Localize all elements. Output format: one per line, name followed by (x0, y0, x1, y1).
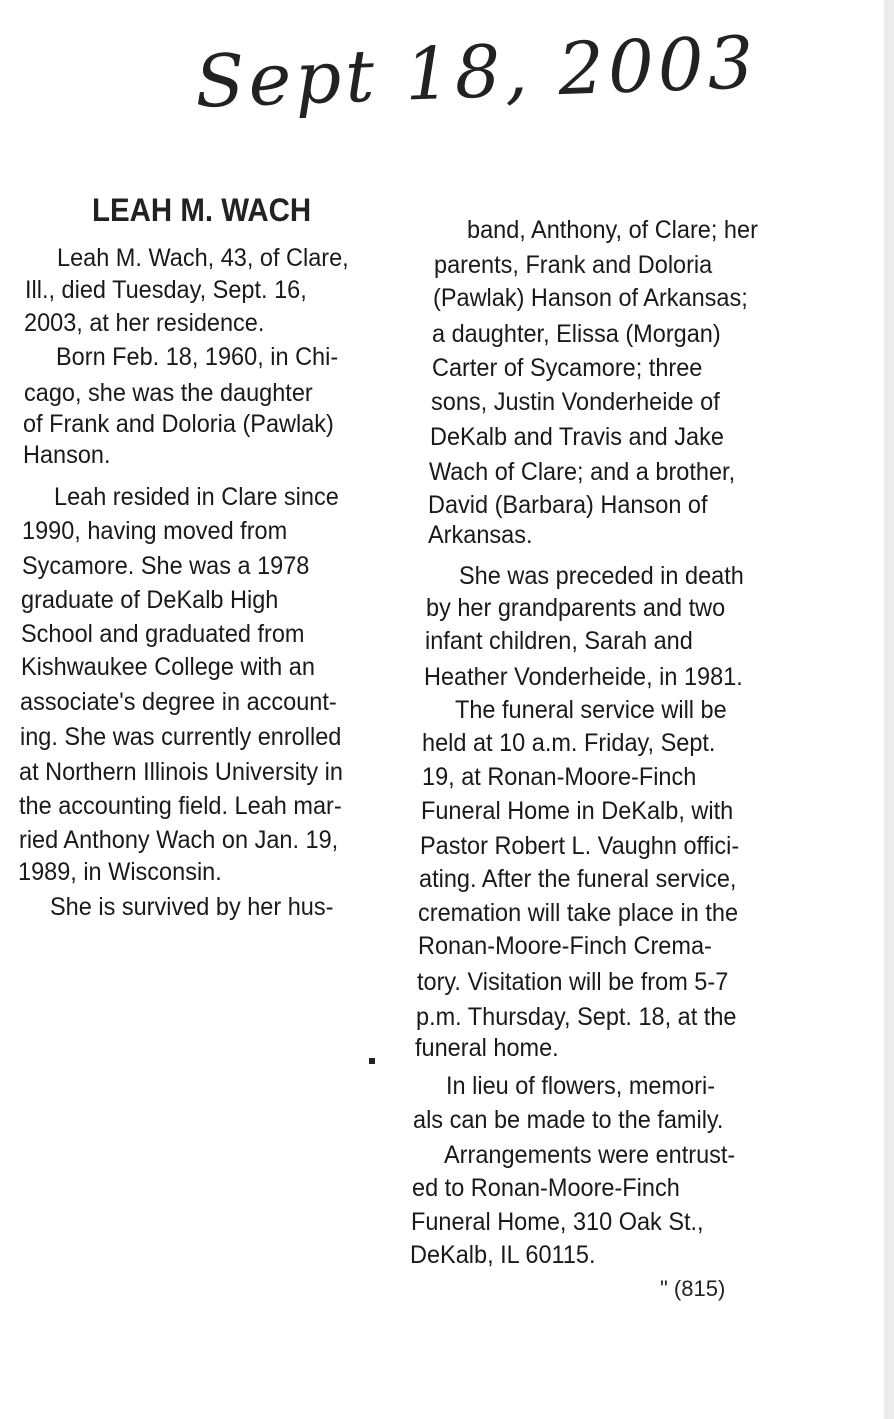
obituary-headline: LEAH M. WACH (92, 192, 312, 228)
text-line: Carter of Sycamore; three (431, 354, 702, 382)
text-line: She was preceded in death (458, 562, 744, 590)
text-line: Hanson. (22, 441, 111, 469)
text-line: 19, at Ronan-Moore-Finch (421, 763, 696, 791)
text-line: 1990, having moved from (22, 517, 288, 545)
text-line: Sycamore. She was a 1978 (21, 552, 310, 580)
text-line: Wach of Clare; and a brother, (429, 458, 736, 486)
text-line: DeKalb, IL 60115. (410, 1241, 596, 1269)
text-line: band, Anthony, of Clare; her (467, 216, 758, 244)
text-line: parents, Frank and Doloria (434, 251, 713, 279)
text-line: Funeral Home in DeKalb, with (420, 797, 733, 825)
text-line: She is survived by her hus- (50, 893, 334, 921)
text-line: Ronan-Moore-Finch Crema- (417, 932, 712, 960)
text-line: tory. Visitation will be from 5-7 (416, 968, 728, 996)
text-line: of Frank and Doloria (Pawlak) (23, 410, 335, 438)
handwritten-date: Sept 18, 2003 (193, 20, 759, 124)
scan-edge (884, 0, 894, 1419)
text-line: associate's degree in account- (20, 688, 337, 716)
text-line: Born Feb. 18, 1960, in Chi- (55, 343, 339, 371)
text-line: als can be made to the family. (413, 1106, 724, 1134)
text-line: Heather Vonderheide, in 1981. (424, 663, 743, 691)
text-line: funeral home. (415, 1034, 559, 1062)
text-line: infant children, Sarah and (424, 627, 693, 655)
text-line: Leah M. Wach, 43, of Clare, (57, 244, 349, 272)
text-line: ried Anthony Wach on Jan. 19, (18, 826, 338, 854)
text-line: Kishwaukee College with an (20, 653, 315, 681)
text-line: p.m. Thursday, Sept. 18, at the (415, 1003, 737, 1031)
text-line: cremation will take place in the (418, 899, 739, 927)
text-line: The funeral service will be (455, 696, 727, 724)
text-line: 1989, in Wisconsin. (18, 858, 223, 886)
text-line: held at 10 a.m. Friday, Sept. (422, 729, 716, 757)
text-line: 2003, at her residence. (24, 309, 265, 337)
text-line: graduate of DeKalb High (21, 586, 279, 614)
text-line: sons, Justin Vonderheide of (430, 388, 720, 416)
text-line: the accounting field. Leah mar- (19, 792, 342, 820)
text-line: School and graduated from (20, 620, 305, 648)
text-line: Arkansas. (427, 521, 533, 549)
text-line: Ill., died Tuesday, Sept. 16, (24, 276, 307, 304)
text-line: cago, she was the daughter (23, 379, 313, 407)
text-line: a daughter, Elissa (Morgan) (432, 320, 722, 348)
text-line: Leah resided in Clare since (54, 483, 340, 511)
text-line: Funeral Home, 310 Oak St., (410, 1208, 704, 1236)
text-line: by her grandparents and two (425, 594, 725, 622)
text-line: Pastor Robert L. Vaughn offici- (419, 832, 740, 860)
text-line: ating. After the funeral service, (419, 865, 737, 893)
text-line: ed to Ronan-Moore-Finch (411, 1174, 680, 1202)
text-line: David (Barbara) Hanson of (428, 491, 708, 519)
text-line: at Northern Illinois University in (19, 758, 344, 786)
text-line: DeKalb and Travis and Jake (429, 423, 724, 451)
text-line: ing. She was currently enrolled (19, 723, 342, 751)
text-line: In lieu of flowers, memori- (446, 1072, 716, 1100)
text-line: (Pawlak) Hanson of Arkansas; (433, 284, 749, 312)
scan-speck (369, 1058, 375, 1064)
text-line: Arrangements were entrust- (444, 1141, 736, 1169)
cut-off-text: " (815) (660, 1276, 726, 1301)
